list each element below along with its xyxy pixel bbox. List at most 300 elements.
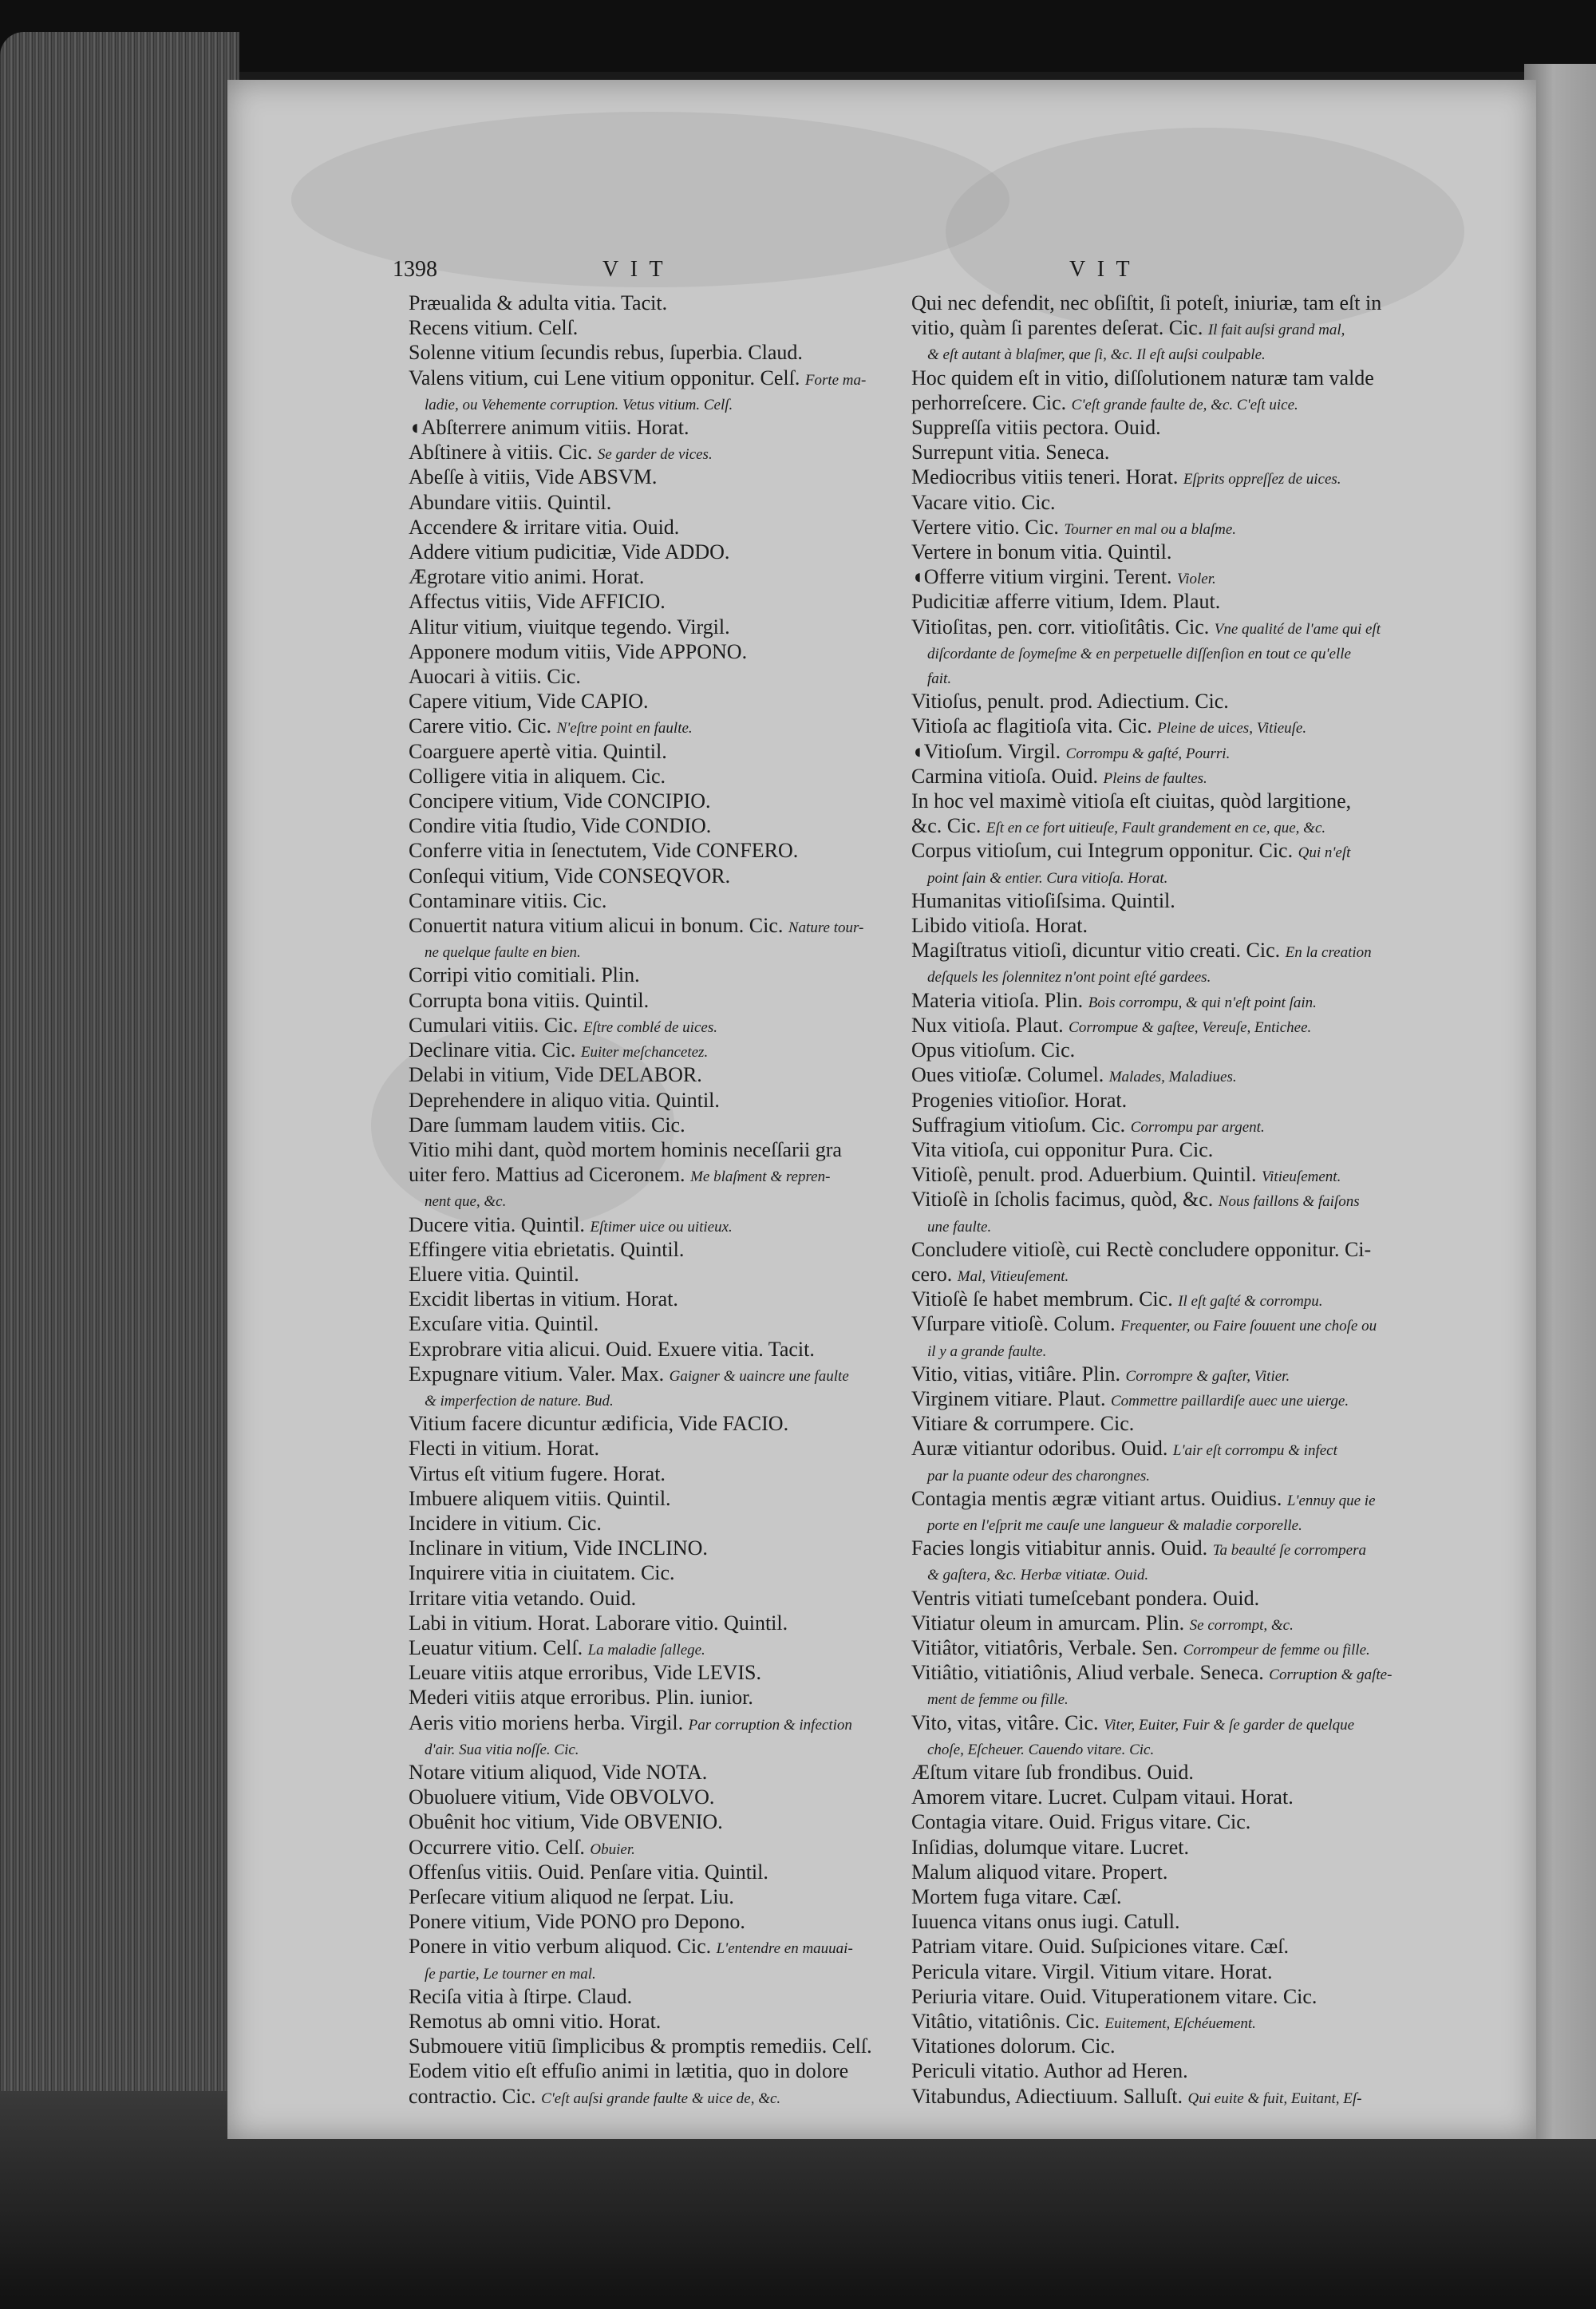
dictionary-line [911,1014,1406,1039]
dictionary-line [409,1263,879,1288]
dictionary-line [911,1637,1406,1662]
dictionary-line [409,1686,879,1711]
dictionary-line [409,342,879,366]
latin-text: Patriam vitare. Ouid. Suſpiciones vitare. Cæſ. [911,1935,1289,1959]
dictionary-line [409,939,879,964]
dictionary-line [409,1961,879,1986]
latin-text: Surrepunt vitia. Seneca. [911,441,1110,465]
latin-text: Vitationes dolorum. Cic. [911,2034,1116,2058]
french-gloss: Obuier. [590,1840,635,1858]
dictionary-line [911,292,1406,317]
french-gloss: L'air eſt corrompu & infect [1172,1442,1337,1460]
latin-text: Suffragium vitioſum. Cic. [911,1113,1131,1137]
latin-text: Amorem vitare. Lucret. Culpam vitaui. Horat. [911,1785,1294,1809]
latin-text: Humanitas vitioſiſsima. Quintil. [911,888,1175,912]
dictionary-line [409,1512,879,1537]
french-gloss: La maladie ſallege. [587,1641,705,1659]
latin-text: Eluere vitia. Quintil. [409,1262,579,1286]
dictionary-line [409,1612,879,1637]
latin-text: Alitur vitium, viuitque tegendo. Virgil. [409,615,730,639]
latin-text: Mederi vitiis atque erroribus. Plin. iunior. [409,1686,753,1710]
dictionary-line [911,1786,1406,1811]
latin-text: Vitiare & corrumpere. Cic. [911,1412,1135,1436]
french-gloss: Ta beaulté ſe corrompera [1212,1542,1366,1560]
latin-text: Vitioſè ſe habet membrum. Cic. [911,1287,1179,1311]
dictionary-line [409,1363,879,1388]
latin-text: Reciſa vitia à ſtirpe. Claud. [409,1984,633,2008]
latin-text: Accendere & irritare vitia. Ouid. [409,515,680,539]
running-head-right: V I T [1069,257,1133,282]
latin-text: Declinare vitia. Cic. [409,1038,581,1062]
dictionary-line [409,1064,879,1089]
latin-text: Delabi in vitium, Vide DELABOR. [409,1063,702,1087]
dictionary-line [409,2060,879,2085]
dictionary-line [409,1214,879,1239]
latin-text: Notare vitium aliquod, Vide NOTA. [409,1760,708,1784]
latin-text: Materia vitioſa. Plin. [911,988,1088,1012]
latin-text: Valens vitium, cui Lene vitium opponitur. Celſ. [409,366,805,389]
dictionary-line [409,1737,879,1761]
latin-text: Magiſtratus vitioſi, dicuntur vitio creati. Cic. [911,939,1286,963]
dictionary-line [409,292,879,317]
dictionary-line [911,1413,1406,1437]
latin-text: Perſecare vitium aliquod ne ſerpat. Liu. [409,1885,734,1908]
latin-text: &c. Cic. [911,814,986,838]
dictionary-line [409,1437,879,1462]
dictionary-line [911,1986,1406,2010]
latin-text: Imbuere aliquem vitiis. Quintil. [409,1486,671,1510]
latin-text: ◖Offerre vitium virgini. Terent. [911,565,1178,589]
latin-text: Ponere in vitio verbum aliquod. Cic. [409,1935,717,1959]
french-gloss: point ſain & entier. Cura vitioſa. Horat. [927,869,1168,887]
dictionary-line [911,641,1406,666]
latin-text: Vitioſa ac flagitioſa vita. Cic. [911,714,1158,738]
latin-text: Vertere in bonum vitia. Quintil. [911,540,1172,564]
latin-text: Progenies vitioſior. Horat. [911,1088,1128,1112]
dictionary-line [911,1811,1406,1836]
dictionary-line [911,1164,1406,1188]
french-gloss: Vitieuſement. [1261,1168,1341,1186]
dictionary-line [911,1512,1406,1537]
latin-text: Virginem vitiare. Plaut. [911,1386,1111,1410]
dictionary-line [911,1263,1406,1288]
french-gloss: par la puante odeur des charongnes. [927,1467,1150,1485]
latin-text: Cumulari vitiis. Cic. [409,1013,583,1037]
dictionary-line [409,367,879,392]
latin-text: Vſurpare vitioſè. Colum. [911,1312,1121,1336]
french-gloss: Eſt en ce fort uitieuſe, Fault grandement en ce, que, &c. [986,820,1326,837]
latin-text: Oues vitioſæ. Columel. [911,1063,1109,1087]
latin-text: Vitio, vitias, vitiâre. Plin. [911,1362,1126,1386]
latin-text: Ventris vitiati tumeſcebant pondera. Ouid. [911,1586,1260,1610]
dictionary-line [409,492,879,516]
dictionary-line [409,990,879,1014]
latin-text: Vertere vitio. Cic. [911,515,1065,539]
french-gloss: Frequenter, ou Faire ſouuent une choſe ou [1120,1318,1377,1335]
dictionary-line [409,1911,879,1935]
dictionary-line [911,1114,1406,1139]
latin-text: Aeris vitio moriens herba. Virgil. [409,1710,689,1734]
french-gloss: ſe partie, Le tourner en mal. [425,1965,596,1983]
dictionary-line [409,1886,879,1911]
dictionary-line [409,1587,879,1612]
french-gloss: Eſtre comblé de uices. [583,1018,717,1036]
dictionary-line [409,1463,879,1488]
latin-text: Concludere vitioſè, cui Rectè concludere opponitur. Ci- [911,1237,1372,1261]
french-gloss: En la creation [1285,944,1372,962]
latin-text: Malum aliquod vitare. Propert. [911,1860,1168,1884]
dictionary-line [911,566,1406,591]
dictionary-line [409,317,879,342]
dictionary-line [911,1587,1406,1612]
french-gloss: & imperfection de nature. Bud. [425,1392,614,1410]
latin-text: Vito, vitas, vitâre. Cic. [911,1710,1104,1734]
dictionary-line [409,541,879,566]
dictionary-line [911,915,1406,939]
dictionary-line [911,1363,1406,1388]
latin-text: Corripi vitio comitiali. Plin. [409,963,640,987]
french-gloss: C'eſt grande faulte de, &c. C'eſt uice. [1071,396,1298,413]
latin-text: Abeſſe à vitiis, Vide ABSVM. [409,465,658,489]
latin-text: Præualida & adulta vitia. Tacit. [409,291,668,314]
french-gloss: Euitement, Eſchéuement. [1104,2015,1256,2033]
french-gloss: Vne qualité de l'ame qui eſt [1214,620,1381,638]
latin-text: Ægrotare vitio animi. Horat. [409,565,645,589]
dictionary-line [409,1786,879,1811]
latin-text: Contagia mentis ægræ vitiant artus. Ouidius. [911,1486,1287,1510]
latin-text: Irritare vitia vetando. Ouid. [409,1586,637,1610]
latin-text: Carere vitio. Cic. [409,714,557,738]
french-gloss: Il eſt gaſté & corrompu. [1178,1293,1323,1311]
latin-text: Vitioſè, penult. prod. Aduerbium. Quintil. [911,1163,1262,1187]
dictionary-line [911,492,1406,516]
dictionary-line [409,2010,879,2035]
latin-text: Exprobrare vitia alicui. Ouid. Exuere vitia. Tacit. [409,1337,815,1361]
latin-text: vitio, quàm ſi parentes deſerat. Cic. [911,316,1208,340]
dictionary-line [911,1288,1406,1313]
french-gloss: Qui euite & fuit, Euitant, Eſ- [1187,2090,1362,2107]
dictionary-line [911,2010,1406,2035]
dictionary-line [911,1537,1406,1562]
french-gloss: Il fait auſsi grand mal, [1207,322,1345,339]
dictionary-line [409,790,879,815]
french-gloss: choſe, Eſcheuer. Cauendo vitare. Cic. [927,1741,1155,1758]
latin-text: Vitiatur oleum in amurcam. Plin. [911,1611,1190,1635]
dictionary-line [911,591,1406,615]
french-gloss: Par corruption & infection [688,1716,852,1734]
latin-text: Effingere vitia ebrietatis. Quintil. [409,1237,685,1261]
dictionary-line [911,1064,1406,1089]
latin-text: Excuſare vitia. Quintil. [409,1312,599,1336]
french-gloss: Viter, Euiter, Fuir & ſe garder de quelque [1104,1716,1355,1734]
dictionary-line [911,666,1406,690]
latin-text: Auocari à vitiis. Cic. [409,665,581,689]
french-gloss: L'ennuy que ie [1286,1492,1376,1509]
dictionary-line [911,1712,1406,1737]
dictionary-line [409,516,879,541]
dictionary-line [911,1612,1406,1637]
dictionary-line [911,1214,1406,1239]
latin-text: Vitiâtor, vitiatôris, Verbale. Sen. [911,1635,1183,1659]
french-gloss: nent que, &c. [425,1193,507,1211]
right-column [911,292,1406,2110]
dictionary-line [911,865,1406,890]
dictionary-line [911,1911,1406,1935]
latin-text: Corrupta bona vitiis. Quintil. [409,988,650,1012]
latin-text: Apponere modum vitiis, Vide APPONO. [409,639,748,663]
dictionary-line [911,1338,1406,1363]
dictionary-line [409,1562,879,1587]
french-gloss: Violer. [1177,571,1216,588]
latin-text: Vacare vitio. Cic. [911,490,1056,514]
dictionary-line [409,1811,879,1836]
french-gloss: Corrompue & gaſtee, Vereuſe, Entichee. [1069,1018,1312,1036]
latin-text: Labi in vitium. Horat. Laborare vitio. Quintil. [409,1611,788,1635]
running-head-left: V I T [602,257,666,282]
latin-text: perhorreſcere. Cic. [911,390,1072,414]
latin-text: Inclinare in vitium, Vide INCLINO. [409,1536,708,1560]
dictionary-line [911,1039,1406,1064]
dictionary-line [911,1861,1406,1886]
latin-text: Vitabundus, Adiectiuum. Salluſt. [911,2084,1188,2108]
latin-text: Submouere vitiū ſimplicibus & promptis remediis. Celſ. [409,2034,872,2058]
dictionary-line [911,1239,1406,1263]
latin-text: Solenne vitium ſecundis rebus, ſuperbia. Claud. [409,341,803,365]
dictionary-line [911,1188,1406,1213]
latin-text: ◖Vitioſum. Virgil. [911,739,1066,763]
dictionary-line [409,1039,879,1064]
dictionary-line [911,1139,1406,1164]
french-gloss: Tourner en mal ou a blaſme. [1064,520,1237,538]
left-column [409,292,879,2110]
dictionary-line [409,915,879,939]
latin-text: Obuênit hoc vitium, Vide OBVENIO. [409,1810,723,1834]
dictionary-line [409,865,879,890]
dictionary-line [409,1712,879,1737]
french-gloss: C'eſt auſsi grande faulte & uice de, &c. [541,2090,781,2107]
latin-text: Capere vitium, Vide CAPIO. [409,690,649,714]
dictionary-line [409,1338,879,1363]
latin-text: Carmina vitioſa. Ouid. [911,764,1104,788]
latin-text: Hoc quidem eſt in vitio, diſſolutionem naturæ tam valde [911,366,1374,389]
dictionary-line [409,1313,879,1338]
dictionary-line [911,1686,1406,1711]
dictionary-line [911,1089,1406,1114]
dictionary-line [409,1188,879,1213]
latin-text: ◖Abſterrere animum vitiis. Horat. [409,416,689,440]
latin-text: Vitioſitas, pen. corr. vitioſitâtis. Cic. [911,615,1215,639]
dictionary-line [409,616,879,641]
latin-text: Qui nec defendit, nec obſiſtit, ſi poteſt, iniuriæ, tam eſt in [911,291,1382,314]
french-gloss: Corrompu par argent. [1130,1118,1265,1136]
french-gloss: Corruption & gaſte- [1269,1667,1393,1684]
dictionary-line [911,367,1406,392]
dictionary-line [409,1288,879,1313]
french-gloss: Corrompu & gaſté, Pourri. [1065,745,1231,762]
dictionary-line [409,466,879,491]
latin-text: Flecti in vitium. Horat. [409,1437,600,1461]
latin-text: Iuuenca vitans onus iugi. Catull. [911,1910,1180,1934]
latin-text: Incidere in vitium. Cic. [409,1511,602,1535]
french-gloss: Malades, Maladiues. [1108,1069,1237,1086]
french-gloss: Pleins de faultes. [1103,769,1207,787]
dictionary-line [409,441,879,466]
dictionary-line [911,1463,1406,1488]
latin-text: Inſidias, dolumque vitare. Lucret. [911,1835,1190,1859]
latin-text: Colligere vitia in aliquem. Cic. [409,764,666,788]
latin-text: Coarguere apertè vitia. Quintil. [409,739,667,763]
dictionary-line [911,466,1406,491]
latin-text: Vitiâtio, vitiatiônis, Aliud verbale. Seneca. [911,1661,1270,1685]
dictionary-line [911,2060,1406,2085]
dictionary-line [409,815,879,840]
french-gloss: Mal, Vitieuſement. [957,1267,1069,1285]
page-number: 1398 [393,257,437,282]
dictionary-line [409,715,879,740]
latin-text: Vitioſus, penult. prod. Adiectium. Cic. [911,690,1229,714]
french-gloss: d'air. Sua vitia noſſe. Cic. [425,1741,579,1758]
dictionary-line [409,1089,879,1114]
french-gloss: deſquels les ſolennitez n'ont point eſté gardees. [927,969,1211,986]
french-gloss: N'eſtre point en faulte. [556,720,693,737]
book-page-edges [0,32,239,2139]
dictionary-line [911,1388,1406,1413]
dictionary-line [911,392,1406,417]
dictionary-line [911,765,1406,790]
dictionary-line [911,417,1406,441]
dictionary-line [409,1413,879,1437]
dictionary-line [409,1935,879,1960]
dictionary-line [409,591,879,615]
dictionary-line [409,1114,879,1139]
french-gloss: Forte ma- [804,371,867,389]
latin-text: In hoc vel maximè vitioſa eſt ciuitas, quòd largitione, [911,789,1352,813]
latin-text: Vitio mihi dant, quòd mortem hominis neceſſarii gra [409,1137,842,1161]
dictionary-line [911,990,1406,1014]
dictionary-line [409,417,879,441]
latin-text: Mediocribus vitiis teneri. Horat. [911,465,1183,489]
dictionary-line [911,441,1406,466]
dictionary-line [911,1961,1406,1986]
latin-text: Recens vitium. Celſ. [409,316,579,340]
latin-text: Eodem vitio eſt effuſio animi in lætitia, quo in dolore [409,2059,849,2083]
french-gloss: diſcordante de ſoymeſme & en perpetuelle diſſenſion en tout ce qu'elle [927,645,1351,662]
dictionary-line [409,2035,879,2060]
french-gloss: Qui n'eſt [1298,844,1351,862]
dictionary-line [409,1164,879,1188]
french-gloss: Corrompeur de femme ou fille. [1183,1641,1370,1659]
dictionary-line [409,1139,879,1164]
dictionary-line [409,1537,879,1562]
french-gloss: Commettre paillardiſe auec une uierge. [1110,1392,1349,1410]
latin-text: Conſequi vitium, Vide CONSEQVOR. [409,864,731,888]
dictionary-line [409,690,879,715]
dictionary-line [911,890,1406,915]
latin-text: Opus vitioſum. Cic. [911,1038,1076,1062]
dictionary-line [409,1761,879,1786]
latin-text: Ducere vitia. Quintil. [409,1212,591,1236]
dictionary-line [911,1761,1406,1786]
dictionary-line [911,741,1406,765]
dictionary-line [409,1637,879,1662]
background-top [0,0,1596,72]
french-gloss: & eſt autant à blaſmer, que ſi, &c. Il eſt auſsi coulpable. [927,346,1266,364]
latin-text: Contaminare vitiis. Cic. [409,888,607,912]
dictionary-line [911,815,1406,840]
latin-text: Mortem fuga vitare. Cæſ. [911,1885,1122,1908]
dictionary-line [409,1239,879,1263]
french-gloss: & gaſtera, &c. Herbæ vitiatæ. Ouid. [927,1567,1149,1584]
latin-text: Vita vitioſa, cui opponitur Pura. Cic. [911,1137,1214,1161]
dictionary-line [911,342,1406,366]
french-gloss: Se corrompt, &c. [1189,1616,1294,1634]
latin-text: Inquirere vitia in ciuitatem. Cic. [409,1561,675,1585]
dictionary-line [409,1388,879,1413]
dictionary-line [911,1886,1406,1911]
dictionary-line [911,516,1406,541]
latin-text: Vitâtio, vitatiônis. Cic. [911,2010,1105,2034]
latin-text: Pericula vitare. Virgil. Vitium vitare. Horat. [911,1959,1273,1983]
latin-text: uiter fero. Mattius ad Ciceronem. [409,1163,691,1187]
latin-text: Vitium facere dicuntur ædificia, Vide FACIO. [409,1412,789,1436]
dictionary-line [409,741,879,765]
dictionary-line [911,2086,1406,2110]
dictionary-line [409,666,879,690]
latin-text: Affectus vitiis, Vide AFFICIO. [409,590,666,614]
latin-text: Ponere vitium, Vide PONO pro Depono. [409,1910,745,1934]
french-gloss: Nature tour- [788,919,864,937]
latin-text: Addere vitium pudicitiæ, Vide ADDO. [409,540,730,564]
dictionary-line [409,890,879,915]
latin-text: Æſtum vitare ſub frondibus. Ouid. [911,1760,1194,1784]
dictionary-line [911,1935,1406,1960]
latin-text: cero. [911,1262,958,1286]
dictionary-line [911,790,1406,815]
latin-text: Obuoluere vitium, Vide OBVOLVO. [409,1785,715,1809]
dictionary-line [911,1662,1406,1686]
french-gloss: fait. [927,670,952,688]
dictionary-line [409,2086,879,2110]
latin-text: Expugnare vitium. Valer. Max. [409,1362,670,1386]
dictionary-line [409,1662,879,1686]
dictionary-line [911,317,1406,342]
french-gloss: Pleine de uices, Vitieuſe. [1157,720,1307,737]
dictionary-line [911,964,1406,989]
latin-text: Suppreſſa vitiis pectora. Ouid. [911,416,1161,440]
dictionary-line [409,1014,879,1039]
latin-text: Libido vitioſa. Horat. [911,914,1088,938]
dictionary-line [911,541,1406,566]
latin-text: Auræ vitiantur odoribus. Ouid. [911,1437,1173,1461]
latin-text: Excidit libertas in vitium. Horat. [409,1287,678,1311]
latin-text: Abſtinere à vitiis. Cic. [409,441,598,465]
latin-text: Abundare vitiis. Quintil. [409,490,612,514]
latin-text: Deprehendere in aliquo vitia. Quintil. [409,1088,720,1112]
dictionary-line [409,1861,879,1886]
dictionary-line [911,1837,1406,1861]
latin-text: Conferre vitia in ſenectutem, Vide CONFERO. [409,839,799,863]
latin-text: Virtus eſt vitium fugere. Horat. [409,1461,666,1485]
dictionary-line [911,690,1406,715]
latin-text: Corpus vitioſum, cui Integrum opponitur. Cic. [911,839,1298,863]
dictionary-line [911,1437,1406,1462]
dictionary-line [409,765,879,790]
latin-text: Offenſus vitiis. Ouid. Penſare vitia. Quintil. [409,1860,768,1884]
latin-text: Periculi vitatio. Author ad Heren. [911,2059,1188,2083]
dictionary-line [409,641,879,666]
latin-text: Conuertit natura vitium alicui in bonum. Cic. [409,914,788,938]
french-gloss: porte en l'eſprit me cauſe une langueur & maladie corporelle. [927,1516,1302,1534]
